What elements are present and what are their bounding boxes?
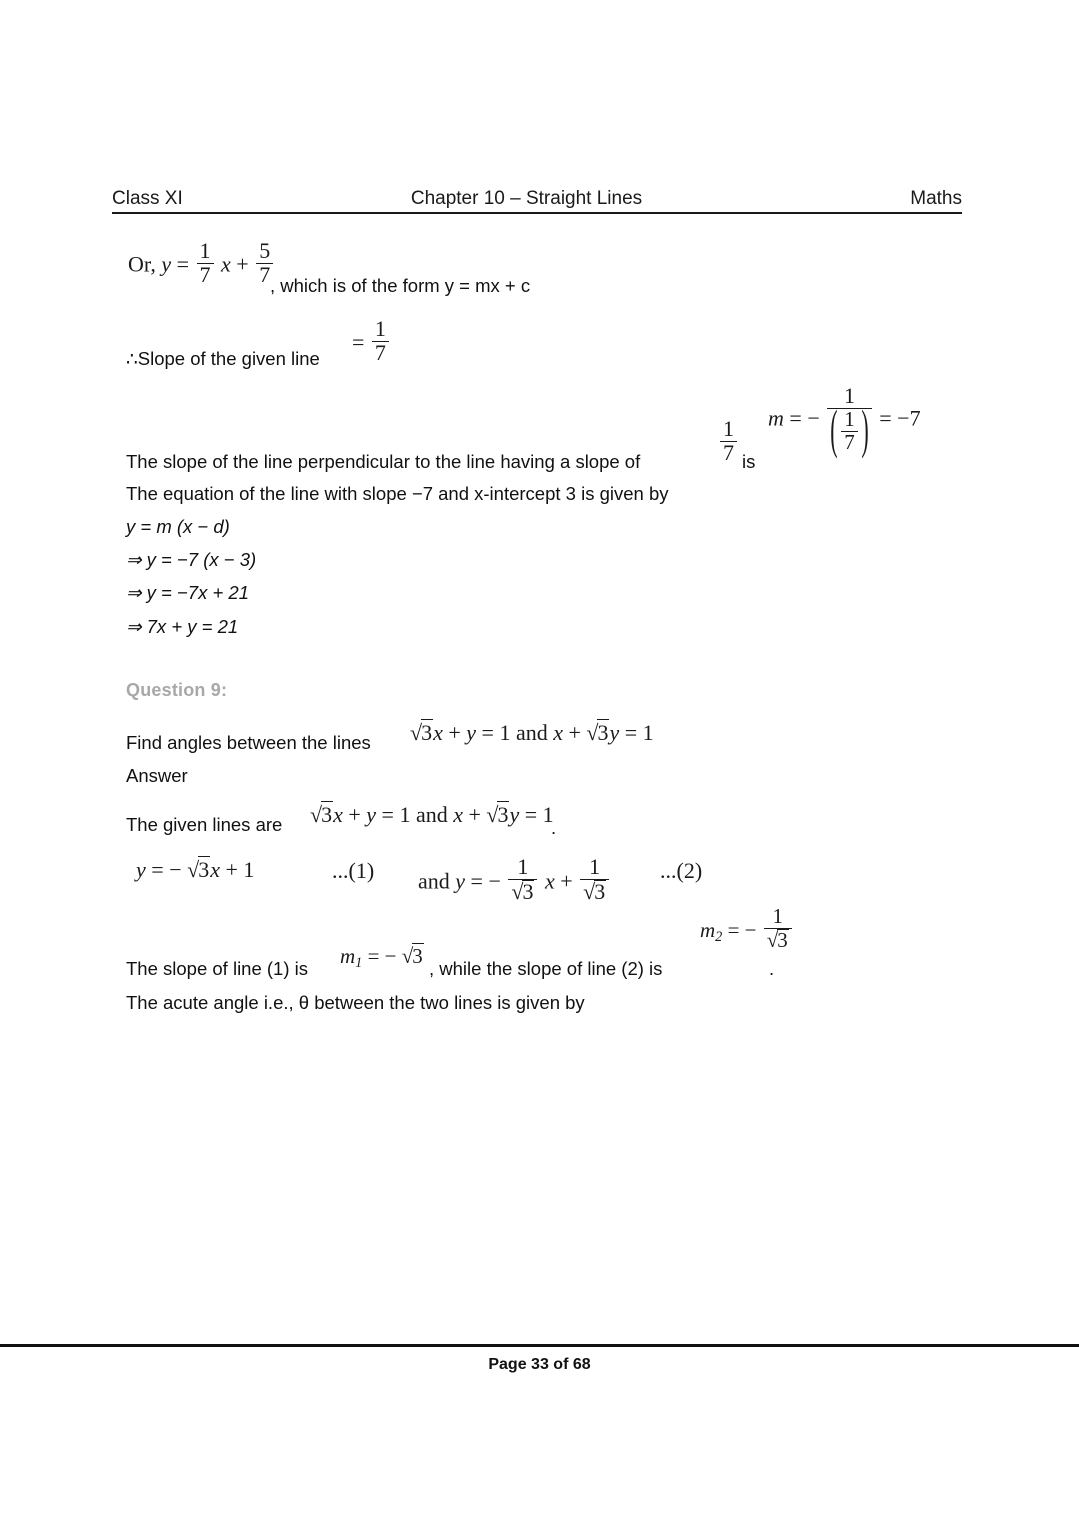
equation-line-2 [418,856,611,904]
fraction-denominator: 7 [197,263,214,287]
plus-sign: + [348,802,361,827]
fraction-denominator: 7 [841,431,858,454]
fraction-one-seventh [720,418,737,465]
equation-lhs-y: y [161,251,172,277]
text-content: ...(1) [332,858,375,883]
text-perpendicular-slope-part1 [126,450,640,473]
derivation-step-1 [126,515,230,538]
radical-root-three [410,719,433,746]
variable-m1 [340,944,363,971]
equation-prefix: Or, [128,251,156,277]
text-content: y = m (x − d) [126,516,230,537]
radical-sign: √ [486,802,499,827]
fraction-one-over-root-three [764,906,792,952]
radical-radicand: 3 [412,944,423,968]
fraction-numerator: 1 [843,383,855,408]
radical-root-three [586,719,609,746]
fraction-denominator [827,408,872,454]
radical-sign: √ [410,720,423,745]
text-content: , while the slope of line (2) is [429,958,663,979]
text-content: is [742,451,756,472]
footer-divider [0,1344,1079,1347]
equation-slope-equals-one-seventh [352,318,391,365]
fraction-numerator: 1 [589,854,601,879]
derivation-step-4 [126,615,238,638]
radical-radicand: 3 [597,720,609,745]
equals-sign: = [481,720,494,745]
fraction-one-over-root-three [580,856,609,904]
text-slope-m2-period [769,957,774,980]
fraction-numerator: ( 1 [844,406,855,431]
minus-sign: − [744,917,757,942]
minus-sign: − [488,868,501,894]
text-content: The slope of the line perpendicular to the line having a slope of [126,451,641,472]
subscript-2: 2 [715,928,723,945]
fraction-denominator [764,928,792,952]
equation-tag-2 [660,858,702,884]
text-content: m [700,917,716,942]
variable-y: y [136,857,146,882]
header-subject-label: Maths [910,188,962,209]
fraction-denominator: 7 [256,263,273,287]
equation-line-1 [136,856,254,883]
equation-slope-m2 [700,906,794,952]
header-chapter-title: Chapter 10 – Straight Lines [410,188,643,209]
fraction-one-seventh [372,318,389,365]
text-content: ⇒ y = −7 (x − 3) [126,549,257,570]
text-content: . [769,958,775,979]
radical-radicand: 3 [522,878,534,904]
minus-sign: − [384,944,397,968]
fraction-numerator: 1 [723,416,734,441]
variable-m2 [700,917,723,945]
text-content: ⇒ y = −7x + 21 [126,582,249,603]
variable-x: x [333,802,343,827]
radical-radicand: 3 [777,927,788,952]
radical-root-three [583,880,606,904]
variable-x: x [433,720,443,745]
fraction-denominator: 7 [372,341,389,365]
variable-x: x [221,251,231,277]
equals-sign: = [367,944,380,968]
equation-or-y-slope-intercept [128,240,275,287]
parenthesized-fraction [830,406,869,454]
radical-radicand: 3 [198,857,210,882]
text-content: The equation of the line with slope −7 and x-intercept 3 is given by [126,483,669,504]
conjunction-and: and [415,802,448,827]
equation-given-lines-answer [310,801,554,828]
radical-root-three [402,943,424,969]
radical-root-three [310,801,333,828]
fraction-one-over-root-three [508,856,537,904]
text-content: . [551,817,557,838]
footer-page-number [0,1356,1079,1374]
text-content: The slope of line (1) is [126,958,309,979]
variable-x: x [453,802,463,827]
variable-x: x [544,868,555,894]
variable-y: y [366,802,377,827]
text-slope-line-1-before [126,957,308,980]
fraction-denominator [580,879,609,904]
constant-one: 1 [243,857,255,882]
text-content: Page 33 of 68 [488,1356,591,1373]
fraction-denominator [508,879,537,904]
equation-given-lines-prompt [410,719,654,746]
conjunction-and: and [515,720,548,745]
variable-y: y [455,868,466,894]
page-header [112,188,962,214]
text-perpendicular-slope-part2 [742,450,755,473]
radical-sign: √ [187,857,200,882]
variable-y: y [466,720,477,745]
fraction-numerator: 5 [259,238,271,263]
conjunction-and: and [418,868,450,894]
header-class-label: Class XI [112,188,183,209]
text-content: Question 9: [126,680,228,700]
fraction-one-seventh [841,406,858,454]
variable-y: y [509,802,520,827]
equation-slope-m1 [340,943,424,972]
radical-radicand: 3 [321,802,333,827]
plus-sign: + [225,857,238,882]
equals-sign: = [624,720,638,745]
text-content: , which is of the form y = mx + c [270,275,531,296]
text-answer-label [126,764,188,787]
value-one: 1 [399,802,411,827]
radical-sign: √ [583,878,596,904]
plus-sign: + [236,251,249,277]
equals-sign: = [176,251,190,277]
plus-sign: + [448,720,461,745]
derivation-step-3 [126,581,249,604]
radical-sign: √ [511,878,524,904]
text-content: Answer [126,765,188,786]
variable-x: x [553,720,563,745]
variable-m: m [768,405,784,431]
fraction-numerator: 1 [517,854,529,879]
text-content: The given lines are [126,814,283,835]
derivation-step-2 [126,548,256,571]
text-acute-angle [126,991,585,1014]
radical-sign: √ [586,720,599,745]
value-one: 1 [542,802,554,827]
equation-tag-1 [332,858,374,884]
equals-sign: = [879,405,892,431]
equation-perpendicular-slope-m [768,385,921,454]
value-one: 1 [642,720,654,745]
radical-radicand: 3 [421,720,433,745]
equals-sign: = [470,868,483,894]
subscript-1: 1 [355,954,363,971]
text-content: ⇒ 7x + y = 21 [126,616,239,637]
text-content: ∴Slope of the given line [126,348,320,369]
fraction-negative-reciprocal [827,385,872,454]
plus-sign: + [568,720,581,745]
plus-sign: + [560,868,573,894]
result-value: −7 [897,405,921,431]
radical-root-three [486,801,509,828]
minus-sign: − [807,405,820,431]
radical-root-three [187,856,210,883]
text-which-is-of-form [270,274,530,297]
minus-sign: − [169,857,182,882]
fraction-denominator: 7 [720,441,737,465]
variable-x: x [210,857,220,882]
equals-sign: = [151,857,164,882]
text-content: m [340,944,356,968]
value-one: 1 [499,720,511,745]
question-label [126,680,227,701]
radical-radicand: 3 [497,802,509,827]
text-slope-line-1-after [429,957,662,980]
radical-radicand: 3 [594,878,606,904]
equals-sign: = [381,802,394,827]
radical-sign: √ [766,927,779,952]
equals-sign: = [352,329,365,355]
variable-y: y [609,720,620,745]
equals-sign: = [727,917,740,942]
equals-sign: = [524,802,538,827]
radical-sign: √ [310,802,323,827]
radical-sign: √ [401,944,414,968]
fraction-numerator: 1 [772,904,784,928]
text-content: ...(2) [660,858,703,883]
plus-sign: + [468,802,481,827]
text-content: Find angles between the lines [126,732,371,753]
text-content: The acute angle i.e., θ between the two lines is given by [126,992,585,1013]
text-slope-of-given-line [126,347,320,370]
text-given-lines-period [551,816,556,839]
fraction-numerator: 1 [199,238,211,263]
inline-fraction-one-seventh [718,418,739,465]
text-given-lines [126,813,282,836]
fraction-numerator: 1 [374,316,386,341]
text-question-prompt [126,731,371,754]
fraction-one-seventh [197,240,214,287]
text-equation-with-intercept [126,482,669,505]
radical-root-three [767,929,789,952]
radical-root-three [511,880,534,904]
equals-sign: = [789,405,802,431]
